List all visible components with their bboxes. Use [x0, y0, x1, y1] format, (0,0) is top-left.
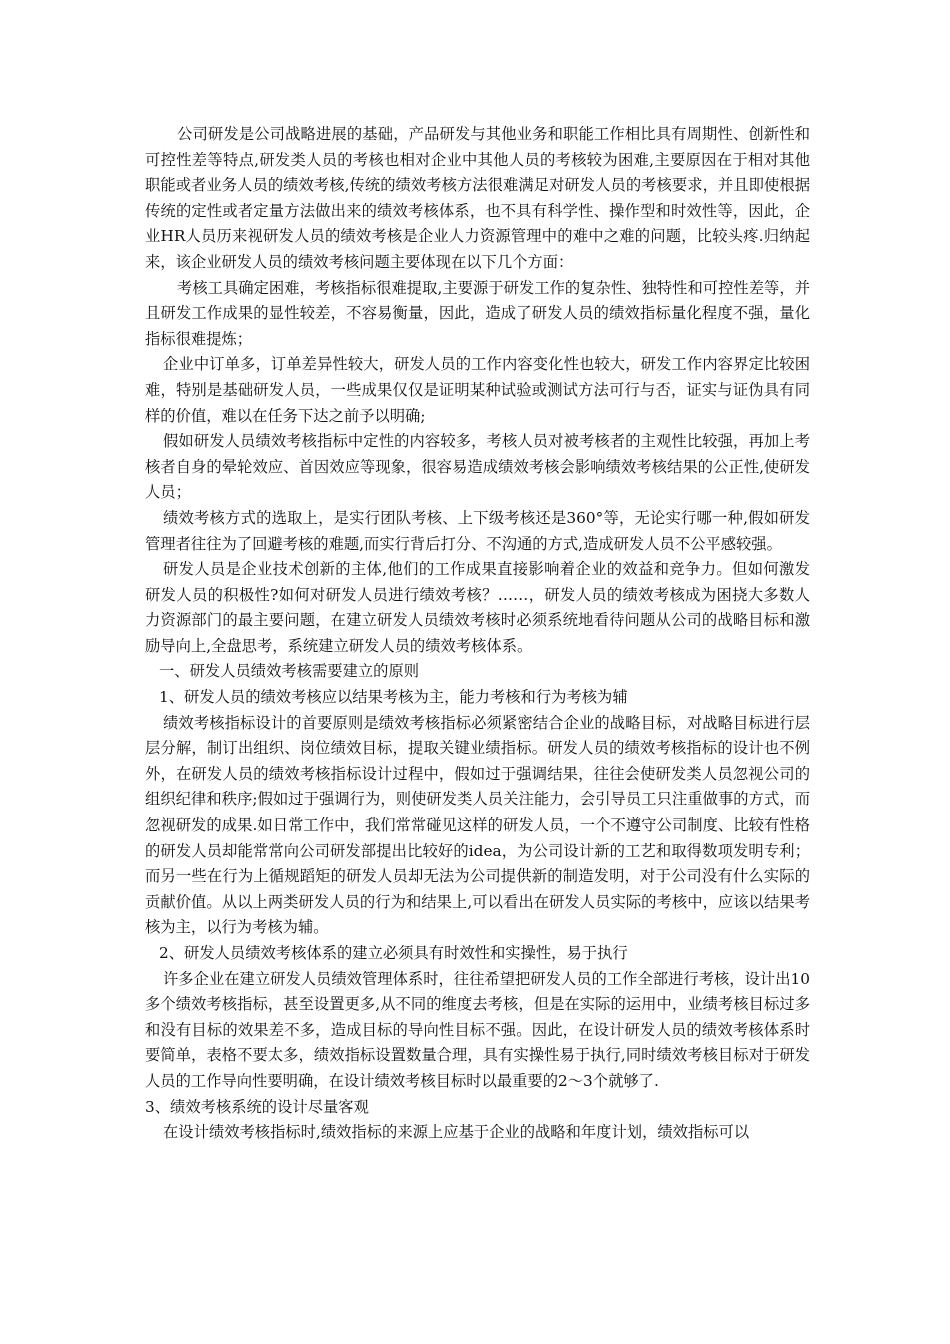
paragraph-issue-method: 绩效考核方式的选取上，是实行团队考核、上下级考核还是360°等，无论实行哪一种,假如研发管理者往往为了回避考核的难题,而实行背后打分、不沟通的方式,造成研发人员不公平感较强。	[145, 508, 810, 553]
document-page	[145, 122, 810, 1146]
paragraph-principle-2: 许多企业在建立研发人员绩效管理体系时，往往希望把研发人员的工作全部进行考核，设计出10多个绩效考核指标，甚至设置更多,从不同的维度去考核，但是在实际的运用中，业绩考核目标过多和没有目标的效果差不多，造成目标的导向性目标不强。因此，在设计研发人员的绩效考核体系时要简单，表格不要太多，绩效指标设置数量合理，具有实操性易于执行,同时绩效考核目标对于研发人员的工作导向性要明确，在设计绩效考核目标时以最重要的2～3个就够了.	[145, 969, 810, 1090]
paragraph-principle-1: 绩效考核指标设计的首要原则是绩效考核指标必须紧密结合企业的战略目标，对战略目标进行层层分解，制订出组织、岗位绩效目标，提取关键业绩指标。研发人员的绩效考核指标的设计也不例外，在研发人员的绩效考核指标设计过程中，假如过于强调结果，往往会使研发类人员忽视公司的组织纪律和秩序;假如过于强调行为，则使研发类人员关注能力，会引导员工只注重做事的方式，而忽视研发的成果.如日常工作中，我们常常碰见这样的研发人员，一个不遵守公司制度、比较有性格的研发人员却能常常向公司研发部提出比较好的idea，为公司设计新的工艺和取得数项发明专利；而另一些在行为上循规蹈矩的研发人员却无法为公司提供新的制造发明，对于公司没有什么实际的贡献价值。从以上两类研发人员的行为和结果上,可以看出在研发人员实际的考核中，应该以结果考核为主，以行为考核为辅。	[145, 713, 810, 937]
paragraph-intro: 公司研发是公司战略进展的基础，产品研发与其他业务和职能工作相比具有周期性、创新性和可控性差等特点,研发类人员的考核也相对企业中其他人员的考核较为困难,主要原因在于相对其他职能或者业务人员的绩效考核,传统的绩效考核方法很难满足对研发人员的考核要求，并且即使根据传统的定性或者定量方法做出来的绩效考核体系，也不具有科学性、操作型和时效性等，因此，企业HR人员历来视研发人员的绩效考核是企业人力资源管理中的难中之难的问题，比较头疼.归纳起来，该企业研发人员的绩效考核问题主要体现在以下几个方面：	[145, 125, 810, 271]
paragraph-issue-orders: 企业中订单多，订单差异性较大，研发人员的工作内容变化性也较大，研发工作内容界定比较困难，特别是基础研发人员，一些成果仅仅是证明某种试验或测试方法可行与否，证实与证伪具有同样的价值，难以在任务下达之前予以明确;	[145, 355, 810, 425]
paragraph-issue-subjectivity: 假如研发人员绩效考核指标中定性的内容较多，考核人员对被考核者的主观性比较强，再加上考核者自身的晕轮效应、首因效应等现象，很容易造成绩效考核会影响绩效考核结果的公正性,使研发人员；	[145, 432, 810, 502]
paragraph-rd-innovation: 研发人员是企业技术创新的主体,他们的工作成果直接影响着企业的效益和竞争力。但如何激发研发人员的积极性?如何对研发人员进行绩效考核？……，研发人员的绩效考核成为困挠大多数人力资源部门的最主要问题，在建立研发人员绩效考核时必须系统地看待问题从公司的战略目标和激励导向上,全盘思考，系统建立研发人员的绩效考核体系。	[145, 560, 810, 655]
section-heading-principles: 一、研发人员绩效考核需要建立的原则	[159, 662, 420, 681]
paragraph-principle-3: 在设计绩效考核指标时,绩效指标的来源上应基于企业的战略和年度计划，绩效指标可以	[163, 1123, 750, 1142]
subheading-principle-2: 2、研发人员绩效考核体系的建立必须具有时效性和实操性，易于执行	[159, 944, 628, 962]
subheading-principle-1: 1、研发人员的绩效考核应以结果考核为主，能力考核和行为考核为辅	[159, 688, 628, 707]
subheading-principle-3: 3、绩效考核系统的设计尽量客观	[145, 1097, 369, 1116]
paragraph-issue-tools: 考核工具确定困难，考核指标很难提取,主要源于研发工作的复杂性、独特性和可控性差等，并且研发工作成果的显性较差，不容易衡量，因此，造成了研发人员的绩效指标量化程度不强，量化指标很难提炼；	[145, 278, 810, 348]
